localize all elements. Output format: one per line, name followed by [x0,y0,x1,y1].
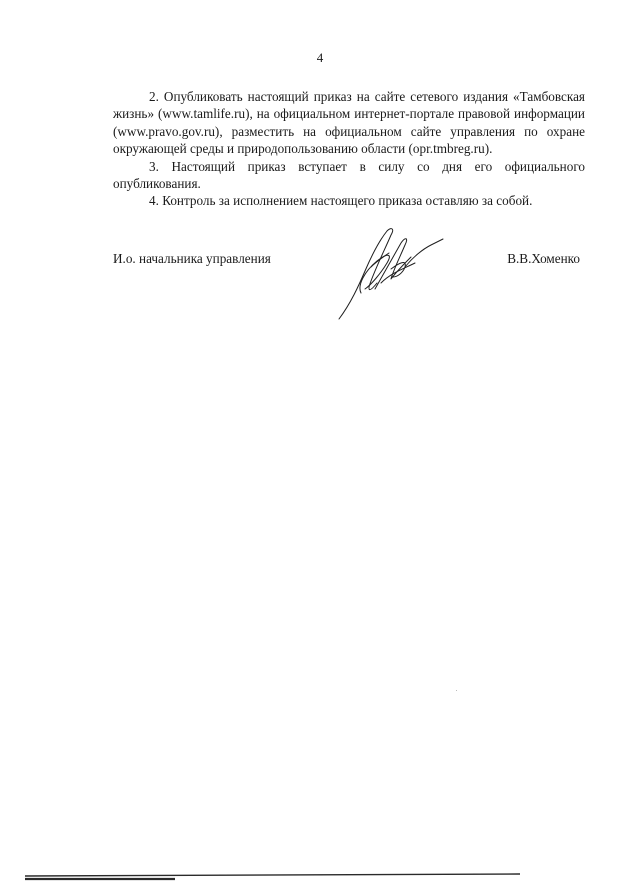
signatory-name: В.В.Хоменко [507,251,580,266]
signatory-title: И.о. начальника управления [113,251,271,266]
signature-block [113,243,585,323]
bottom-border-line [25,870,520,886]
document-body [113,88,585,210]
scan-speck [456,690,457,691]
page-number: 4 [316,50,324,65]
handwritten-signature [335,223,447,323]
paragraph-control: 4. Контроль за исполнением настоящего приказа оставляю за собой. [149,193,533,209]
paragraph-effective-date: 3. Настоящий приказ вступает в силу со дня его официального опубликования. [113,158,585,192]
paragraph-publication: 2. Опубликовать настоящий приказ на сайте сетевого издания «Тамбовская жизнь» (www.tamlife.ru), на официальном интернет-портале правовой информации (www.pravo.gov.ru), разместить на официальном сайте управления по охране окружающей среды и природопользованию области (opr.tmbreg.ru). [113,89,585,157]
